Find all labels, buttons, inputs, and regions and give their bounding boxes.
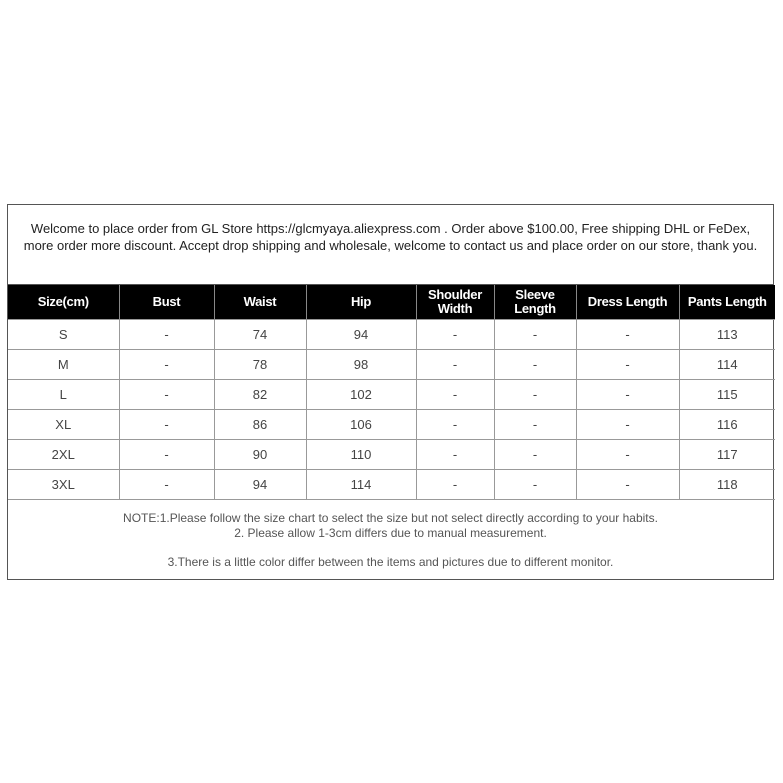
table-cell: - bbox=[416, 350, 494, 380]
table-cell: - bbox=[576, 380, 679, 410]
store-welcome-text: Welcome to place order from GL Store https://glcmyaya.aliexpress.com . Order above $100.00, Free shipping DHL or FeDex, more order more discount. Accept drop shipping and wholesale, welcome to contact us and place order on our store, thank you. bbox=[8, 205, 773, 285]
note-line-2: 2. Please allow 1-3cm differs due to manual measurement. bbox=[234, 526, 547, 540]
table-row bbox=[8, 380, 775, 410]
table-cell: - bbox=[416, 410, 494, 440]
table-cell: - bbox=[576, 470, 679, 500]
size-chart bbox=[7, 204, 774, 580]
header-shoulder-width: Shoulder Width bbox=[416, 285, 494, 320]
table-cell: 82 bbox=[214, 380, 306, 410]
size-notes bbox=[8, 500, 773, 570]
header-hip: Hip bbox=[306, 285, 416, 320]
table-cell: M bbox=[8, 350, 119, 380]
table-cell: 115 bbox=[679, 380, 775, 410]
table-cell: - bbox=[576, 410, 679, 440]
table-cell: 74 bbox=[214, 320, 306, 350]
header-pants-length: Pants Length bbox=[679, 285, 775, 320]
table-cell: 106 bbox=[306, 410, 416, 440]
table-cell: 117 bbox=[679, 440, 775, 470]
table-cell: XL bbox=[8, 410, 119, 440]
table-cell: - bbox=[494, 470, 576, 500]
table-cell: S bbox=[8, 320, 119, 350]
table-cell: 114 bbox=[679, 350, 775, 380]
note-line-1: NOTE:1.Please follow the size chart to select the size but not select directly according to your habits. bbox=[123, 511, 658, 525]
table-cell: - bbox=[494, 320, 576, 350]
table-cell: - bbox=[576, 320, 679, 350]
table-cell: - bbox=[576, 440, 679, 470]
table-cell: - bbox=[416, 320, 494, 350]
table-cell: 78 bbox=[214, 350, 306, 380]
table-cell: - bbox=[119, 470, 214, 500]
note-line-3: 3.There is a little color differ between the items and pictures due to different monitor. bbox=[167, 555, 614, 569]
header-bust: Bust bbox=[119, 285, 214, 320]
table-row bbox=[8, 350, 775, 380]
table-row bbox=[8, 320, 775, 350]
table-cell: - bbox=[494, 350, 576, 380]
table-cell: 98 bbox=[306, 350, 416, 380]
table-row bbox=[8, 410, 775, 440]
header-dress-length: Dress Length bbox=[576, 285, 679, 320]
table-cell: 86 bbox=[214, 410, 306, 440]
header-waist: Waist bbox=[214, 285, 306, 320]
table-cell: 2XL bbox=[8, 440, 119, 470]
table-cell: 94 bbox=[306, 320, 416, 350]
table-cell: 3XL bbox=[8, 470, 119, 500]
table-cell: 113 bbox=[679, 320, 775, 350]
table-cell: - bbox=[576, 350, 679, 380]
table-row bbox=[8, 440, 775, 470]
table-cell: - bbox=[494, 410, 576, 440]
table-cell: - bbox=[119, 380, 214, 410]
table-cell: 90 bbox=[214, 440, 306, 470]
table-row bbox=[8, 470, 775, 500]
table-cell: - bbox=[416, 380, 494, 410]
header-size: Size(cm) bbox=[8, 285, 119, 320]
table-cell: 110 bbox=[306, 440, 416, 470]
table-cell: - bbox=[119, 410, 214, 440]
table-cell: L bbox=[8, 380, 119, 410]
table-cell: 102 bbox=[306, 380, 416, 410]
table-header-row bbox=[8, 285, 775, 320]
table-cell: - bbox=[119, 440, 214, 470]
table-cell: - bbox=[416, 470, 494, 500]
table-cell: 94 bbox=[214, 470, 306, 500]
table-cell: 118 bbox=[679, 470, 775, 500]
table-cell: - bbox=[494, 380, 576, 410]
table-cell: - bbox=[494, 440, 576, 470]
header-sleeve-length: Sleeve Length bbox=[494, 285, 576, 320]
table-cell: - bbox=[119, 320, 214, 350]
table-cell: 116 bbox=[679, 410, 775, 440]
table-cell: - bbox=[119, 350, 214, 380]
table-cell: 114 bbox=[306, 470, 416, 500]
size-table bbox=[8, 285, 775, 500]
table-cell: - bbox=[416, 440, 494, 470]
